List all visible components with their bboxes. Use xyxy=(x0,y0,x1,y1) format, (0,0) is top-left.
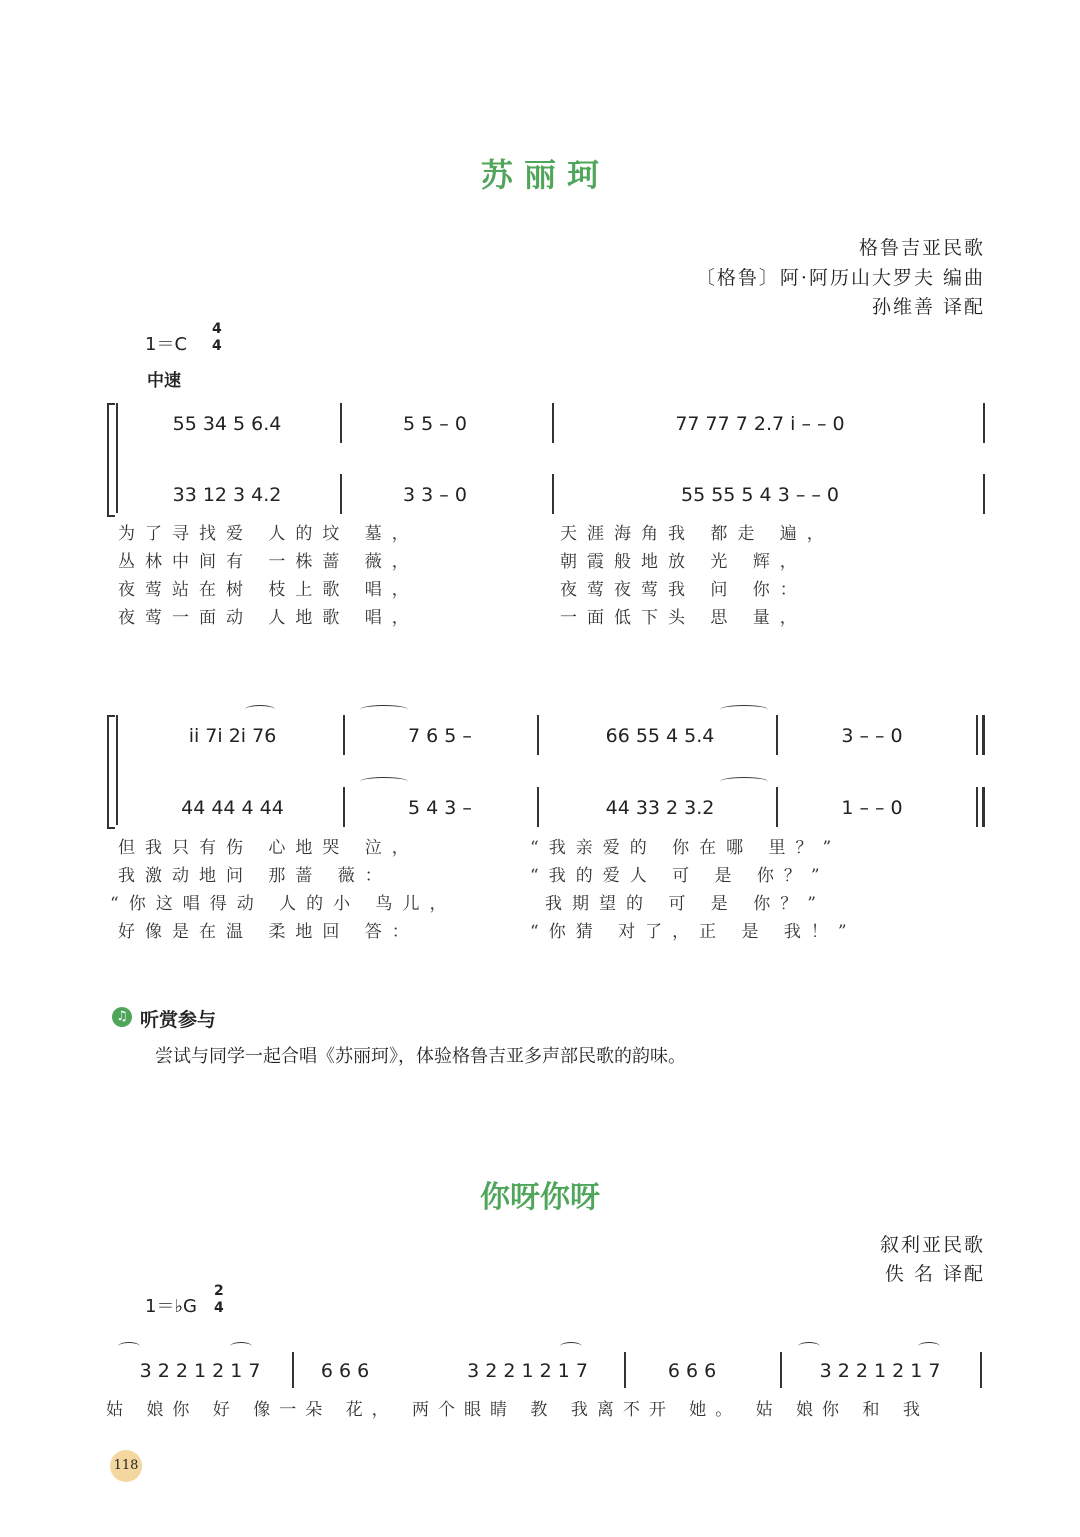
song2-m1: 3 2 2 1 2 1 7 xyxy=(139,1360,261,1382)
row1-lyric-4: 夜莺一面动 人地歌 唱， xyxy=(118,608,419,628)
row1-lyric-1b: 天涯海角我 都走 遍， xyxy=(560,524,834,544)
barline xyxy=(780,1352,782,1388)
barline xyxy=(983,403,985,443)
row2-lyric-3b: 我期望的 可 是 你？” xyxy=(545,894,826,914)
page-number: 118 xyxy=(110,1450,142,1482)
repeat-barline-thick xyxy=(982,787,985,827)
repeat-barline xyxy=(976,715,978,755)
song2-m5: 3 2 2 1 2 1 7 xyxy=(819,1360,941,1382)
system2-brace xyxy=(107,715,115,829)
tie xyxy=(360,777,408,786)
barline xyxy=(980,1352,982,1388)
barline xyxy=(340,403,342,443)
row1-lyric-2b: 朝霞般地放 光 辉， xyxy=(560,552,807,572)
barline xyxy=(776,787,778,827)
row2-upper-m1: ii 7i 2i 76 xyxy=(188,725,277,747)
activity-heading: 听赏参与 xyxy=(140,1009,217,1031)
row2-lower-m2: 5 4 3 – xyxy=(408,797,472,819)
row2-lyric-2b: “我的爱人 可 是 你？” xyxy=(530,866,830,886)
row2-lyric-3: “你这唱得动 人的小 鸟儿， xyxy=(110,894,457,914)
row2-lyric-1b: “我亲爱的 你在哪 里？” xyxy=(530,838,842,858)
song1-tempo: 中速 xyxy=(147,371,181,391)
tie xyxy=(720,777,768,786)
row1-upper-m1: 55 34 5 6.4 xyxy=(172,413,282,435)
song2-credit-translator: 佚 名 译配 xyxy=(884,1263,985,1285)
system1-start-bar xyxy=(116,403,118,513)
credit-origin: 格鲁吉亚民歌 xyxy=(858,237,985,259)
repeat-barline-thick xyxy=(982,715,985,755)
row2-lyric-1: 但我只有伤 心地哭 泣， xyxy=(118,838,419,858)
barline xyxy=(343,715,345,755)
row1-lyric-2: 丛林中间有 一株蔷 薇， xyxy=(118,552,419,572)
row2-lyric-4: 好像是在温 柔地回 答： xyxy=(118,922,419,942)
credit-arranger: 〔格鲁〕阿·阿历山大罗夫 编曲 xyxy=(695,267,985,289)
row1-lyric-3b: 夜莺夜莺我 问 你： xyxy=(560,580,807,600)
song1-title: 苏 丽 珂 xyxy=(480,156,600,194)
row1-lyric-3: 夜莺站在树 枝上歌 唱， xyxy=(118,580,419,600)
row1-lower-m1: 33 12 3 4.2 xyxy=(172,484,282,506)
song2-m3: 3 2 2 1 2 1 7 xyxy=(467,1360,588,1382)
row1-lyric-1: 为了寻找爱 人的坟 墓， xyxy=(118,524,419,544)
tie xyxy=(360,705,408,714)
system2-start-bar xyxy=(116,715,118,825)
song2-title: 你呀你呀 xyxy=(480,1180,600,1215)
song1-meter: 4 4 xyxy=(212,321,222,354)
tie xyxy=(720,705,768,714)
row1-lyric-4b: 一面低下头 思 量， xyxy=(560,608,807,628)
tie xyxy=(918,1342,940,1351)
system1-brace xyxy=(107,403,115,517)
activity-text: 尝试与同学一起合唱《苏丽珂》，体验格鲁吉亚多声部民歌的韵味。 xyxy=(155,1046,686,1067)
song2-m4: 6 6 6 xyxy=(667,1360,717,1382)
row1-upper-m3: 77 77 7 2.7 i – – 0 xyxy=(675,413,845,435)
barline xyxy=(343,787,345,827)
repeat-barline xyxy=(976,787,978,827)
song2-lyrics: 姑 娘你 好 像一朵 花， 两个眼睛 教 我离不开 她。 姑 娘你 和 我 xyxy=(106,1400,929,1420)
song2-key: 1＝♭G xyxy=(145,1296,197,1317)
row2-lyric-4b: “你猜 对了，正 是 我！” xyxy=(530,922,857,942)
barline xyxy=(340,474,342,514)
barline xyxy=(552,474,554,514)
row2-lower-m3: 44 33 2 3.2 xyxy=(605,797,715,819)
credit-translator: 孙维善 译配 xyxy=(871,296,985,318)
tie xyxy=(118,1342,140,1351)
tie xyxy=(230,1342,252,1351)
tie xyxy=(560,1342,582,1351)
row1-lower-m2: 3 3 – 0 xyxy=(403,484,467,506)
row2-upper-m3: 66 55 4 5.4 xyxy=(605,725,715,747)
song2-m2: 6 6 6 xyxy=(320,1360,370,1382)
barline xyxy=(537,787,539,827)
row1-upper-m2: 5 5 – 0 xyxy=(403,413,467,435)
row2-upper-m4: 3 – – 0 xyxy=(841,725,903,747)
music-note-icon: ♫ xyxy=(112,1007,132,1027)
barline xyxy=(776,715,778,755)
row2-lower-m1: 44 44 4 44 xyxy=(181,797,284,819)
row2-lower-m4: 1 – – 0 xyxy=(841,797,903,819)
barline xyxy=(552,403,554,443)
barline xyxy=(983,474,985,514)
barline xyxy=(292,1352,294,1388)
row2-upper-m2: 7 6 5 – xyxy=(408,725,472,747)
row2-lyric-2: 我激动地问 那蔷 薇： xyxy=(118,866,392,886)
song2-meter: 2 4 xyxy=(214,1283,224,1316)
tie xyxy=(798,1342,820,1351)
song2-credit-origin: 叙利亚民歌 xyxy=(879,1234,985,1256)
tie xyxy=(245,705,275,714)
song1-key: 1＝C xyxy=(145,334,188,355)
barline xyxy=(624,1352,626,1388)
row1-lower-m3: 55 55 5 4 3 – – 0 xyxy=(681,484,839,506)
barline xyxy=(537,715,539,755)
